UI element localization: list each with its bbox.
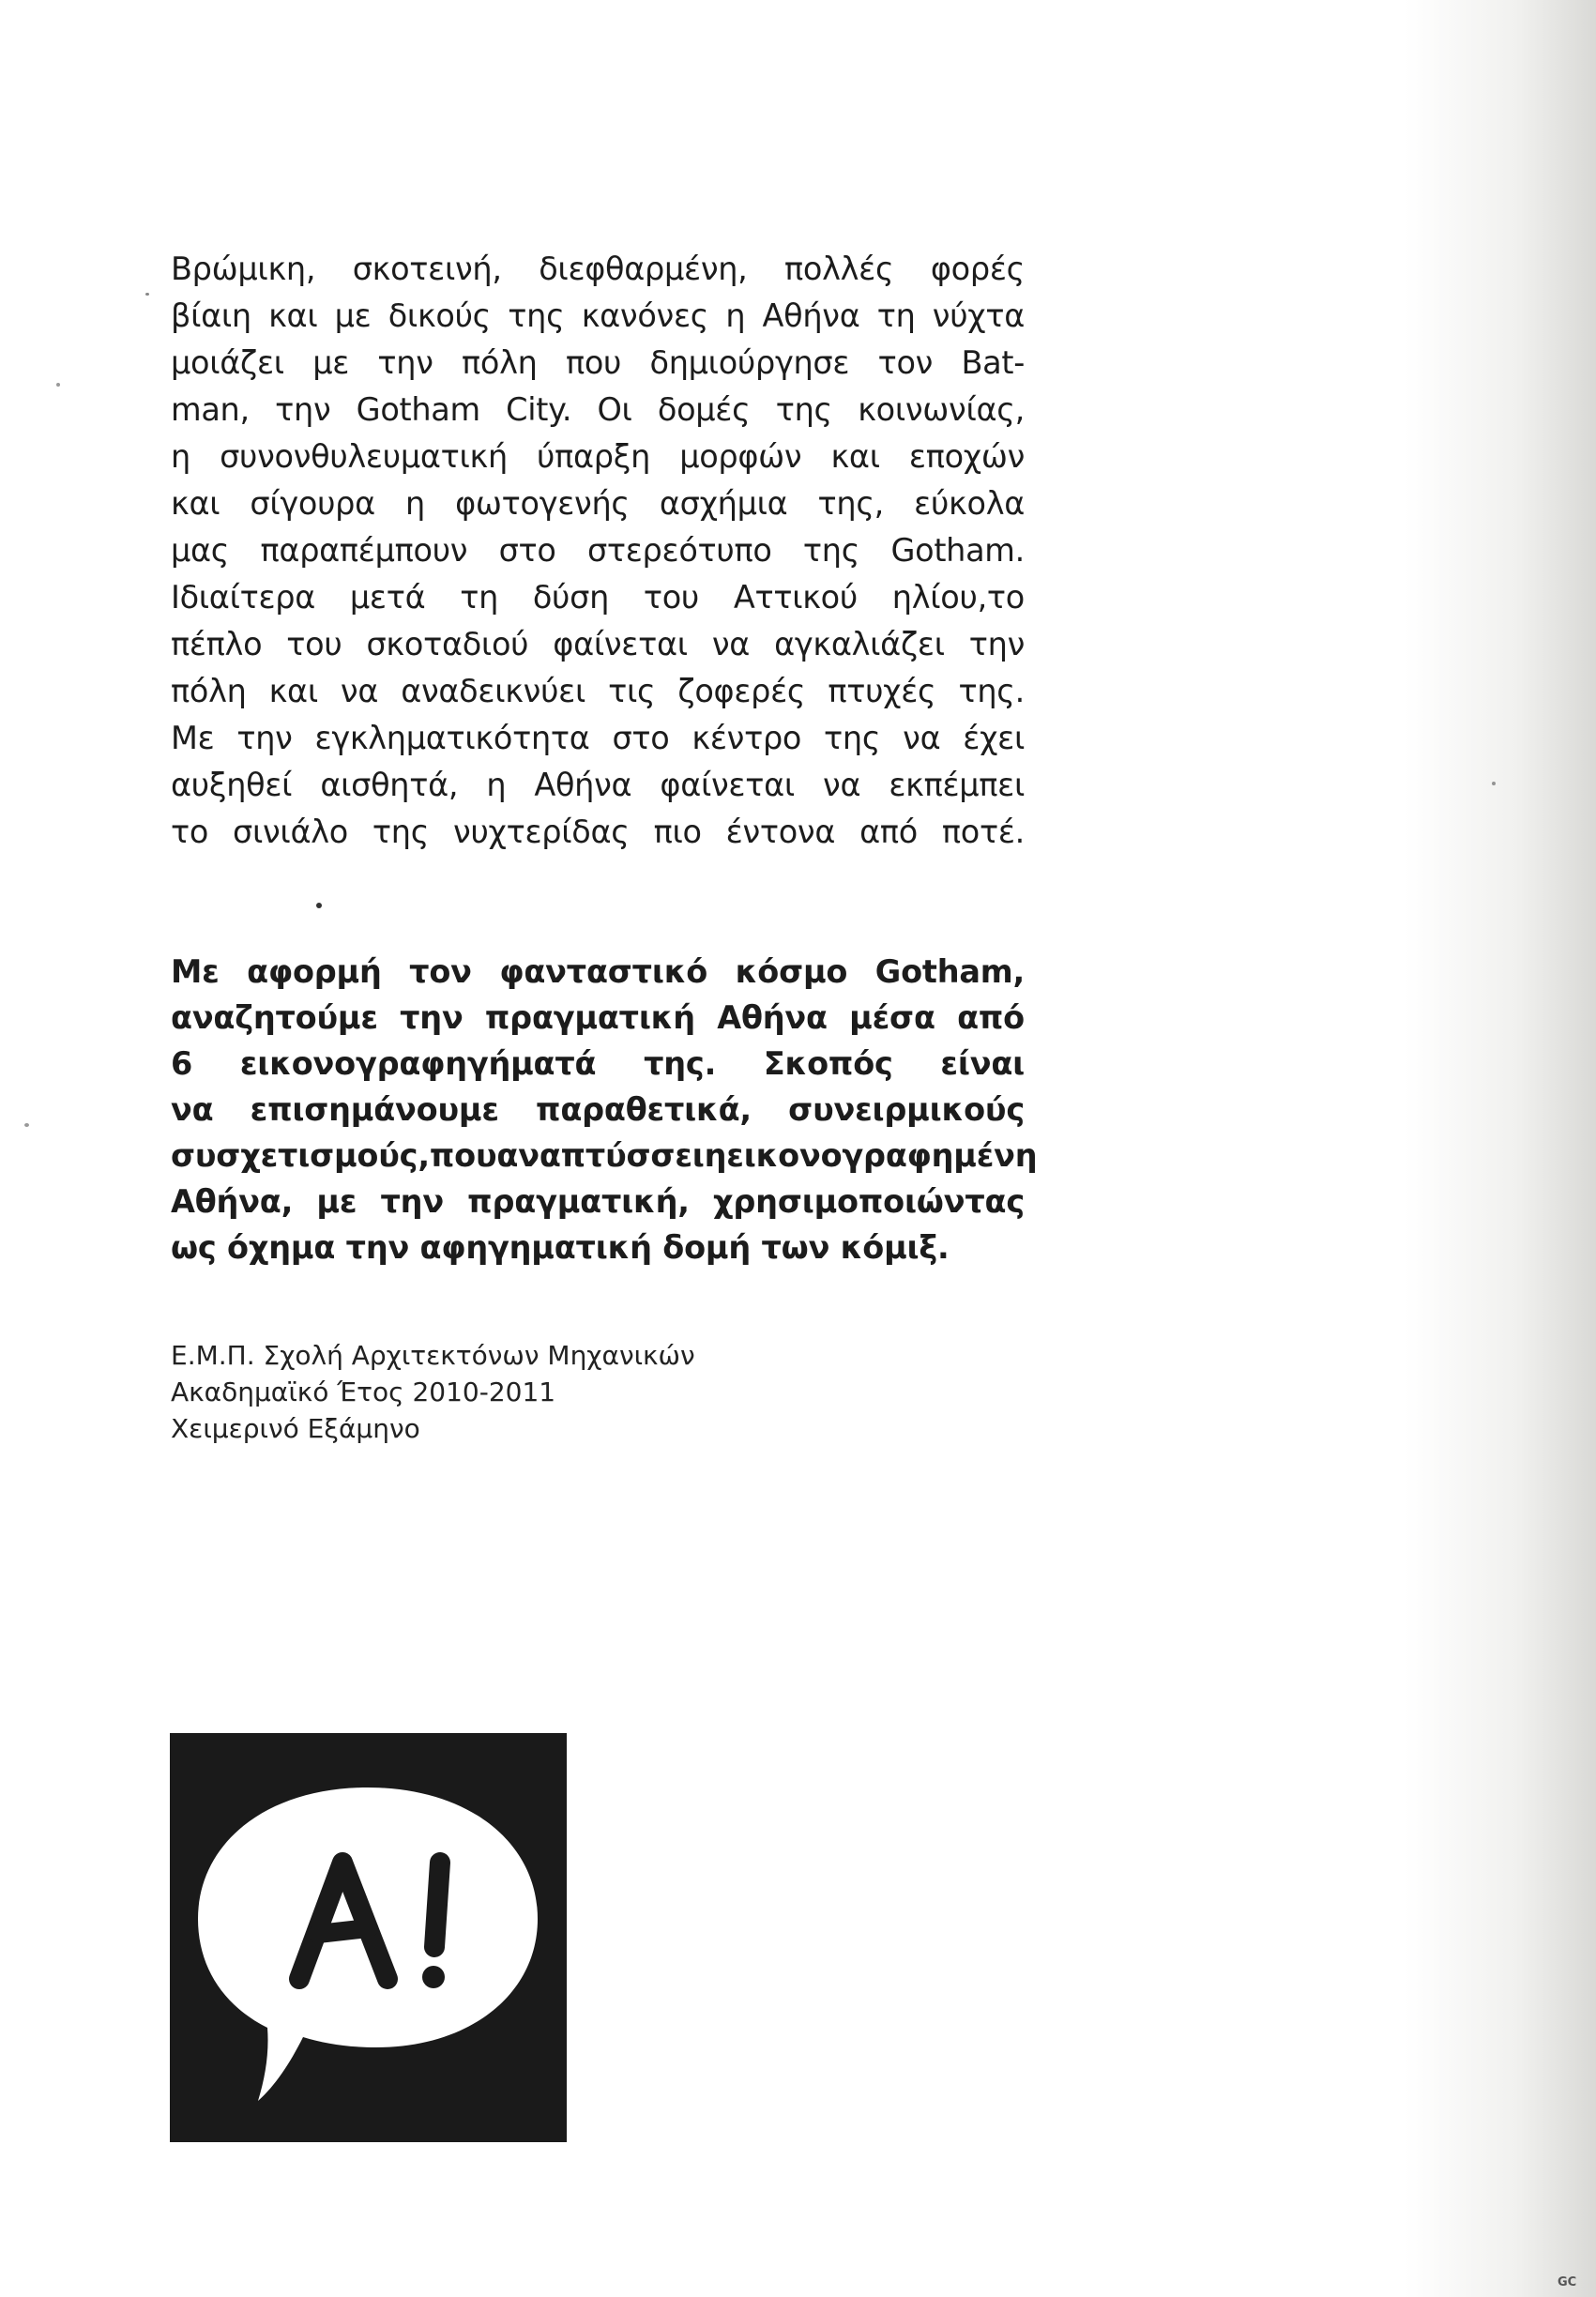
intro-line: αυξηθεί αισθητά, η Αθήνα φαίνεται να εκπέμπει (171, 767, 1025, 803)
intro-line: Βρώμικη, σκοτεινή, διεφθαρμένη, πολλές φορές (171, 251, 1025, 287)
credits-block (171, 1337, 695, 1447)
abstract-line: 6 εικονογραφηγήματά της. Σκοπός είναι (171, 1045, 1025, 1082)
intro-line: η συνονθυλευματική ύπαρξη μορφών και εποχών (171, 438, 1025, 475)
intro-line: και σίγουρα η φωτογενής ασχήμια της, εύκολα (171, 485, 1025, 522)
abstract-line: Αθήνα, με την πραγματική, χρησιμοποιώντας (171, 1183, 1025, 1220)
intro-line: πέπλο του σκοταδιού φαίνεται να αγκαλιάζει την (171, 626, 1025, 662)
speech-bubble-icon (170, 1733, 567, 2142)
intro-line: μας παραπέμπουν στο στερεότυπο της Gotham. (171, 532, 1025, 569)
abstract-line: συσχετισμούς,πουαναπτύσσειηεικονογραφημένη (171, 1137, 1038, 1174)
scan-speck (24, 1123, 29, 1127)
abstract-line: να επισημάνουμε παραθετικά, συνειρμικούς (171, 1091, 1025, 1128)
intro-paragraph (171, 246, 1025, 856)
intro-line: μοιάζει με την πόλη που δημιούργησε τον Bat- (171, 344, 1025, 381)
abstract-line: ως όχημα την αφηγηματική δομή των κόμιξ. (171, 1229, 950, 1266)
academic-year: Ακαδημαϊκό Έτος 2010-2011 (171, 1377, 556, 1407)
semester: Χειμερινό Εξάμηνο (171, 1413, 420, 1444)
intro-line: το σινιάλο της νυχτερίδας πιο έντονα από ποτέ. (171, 814, 1025, 850)
intro-line: βίαιη και με δικούς της κανόνες η Αθήνα τη νύχτα (171, 297, 1025, 334)
intro-line: Με την εγκληματικότητα στο κέντρο της να έχει (171, 720, 1025, 756)
abstract-line: Με αφορμή τον φανταστικό κόσμο Gotham, (171, 953, 1025, 990)
scan-speck (1492, 782, 1496, 785)
intro-line: Ιδιαίτερα μετά τη δύση του Αττικού ηλίου,το (171, 579, 1025, 616)
abstract-line: αναζητούμε την πραγματική Αθήνα μέσα από (171, 999, 1025, 1036)
speech-bubble-logo (170, 1733, 567, 2142)
scan-speck (145, 293, 149, 296)
scan-speck (56, 383, 60, 387)
intro-line: πόλη και να αναδεικνύει τις ζοφερές πτυχές της. (171, 673, 1025, 709)
dot-separator (316, 903, 322, 908)
abstract-paragraph (171, 949, 1038, 1270)
corner-mark: GC (1558, 2275, 1577, 2289)
intro-line: man, την Gotham City. Οι δομές της κοινωνίας, (171, 391, 1025, 428)
school-name: Ε.Μ.Π. Σχολή Αρχιτεκτόνων Μηχανικών (171, 1340, 695, 1371)
